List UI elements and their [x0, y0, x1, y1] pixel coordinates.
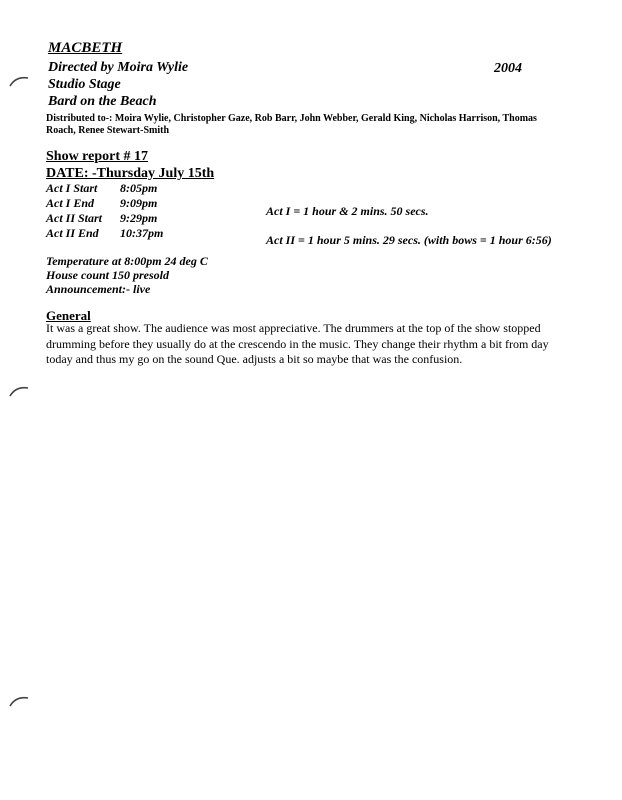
act1-duration: Act I = 1 hour & 2 mins. 50 secs.: [266, 204, 429, 218]
temperature-line: Temperature at 8:00pm 24 deg C: [46, 254, 208, 268]
act-time: 10:37pm: [120, 226, 164, 240]
year: 2004: [494, 61, 522, 76]
general-heading: General: [46, 308, 91, 323]
distribution-line-2: Roach, Renee Stewart-Smith: [46, 125, 170, 136]
act-label: Act II End: [46, 226, 99, 240]
punch-hole-icon: [8, 384, 30, 398]
act-time: 9:29pm: [120, 211, 158, 225]
show-report-number: Show report # 17: [46, 149, 149, 164]
act-time: 9:09pm: [120, 196, 158, 210]
report-date: DATE: -Thursday July 15th: [46, 166, 215, 181]
punch-hole-icon: [8, 694, 30, 708]
punch-hole-icon: [8, 74, 30, 88]
director-line: Directed by Moira Wylie: [48, 60, 189, 75]
general-note-line: It was a great show. The audience was most appreciative. The drummers at the top of the show stopped: [46, 321, 541, 335]
act-label: Act I Start: [46, 181, 98, 195]
act-label: Act I End: [46, 196, 95, 210]
distribution-line-1: Distributed to-: Moira Wylie, Christopher Gaze, Rob Barr, John Webber, Gerald King, Nicholas Harrison, Thomas: [46, 113, 537, 124]
venue-line: Studio Stage: [48, 77, 121, 92]
act2-duration: Act II = 1 hour 5 mins. 29 secs. (with bows = 1 hour 6:56): [266, 233, 552, 247]
company-line: Bard on the Beach: [48, 94, 157, 109]
general-note-line: today and thus my go on the sound Que. adjusts a bit so maybe that was the confusion.: [46, 352, 463, 366]
general-note-line: drumming before they usually do at the crescendo in the music. They change their rhythm a bit from day: [46, 336, 549, 351]
act-label: Act II Start: [46, 211, 103, 225]
act-time: 8:05pm: [120, 181, 158, 195]
announcement-line: Announcement:- live: [46, 282, 151, 296]
general-notes: [46, 321, 586, 368]
house-count-line: House count 150 presold: [46, 268, 170, 282]
production-title: MACBETH: [48, 40, 123, 56]
